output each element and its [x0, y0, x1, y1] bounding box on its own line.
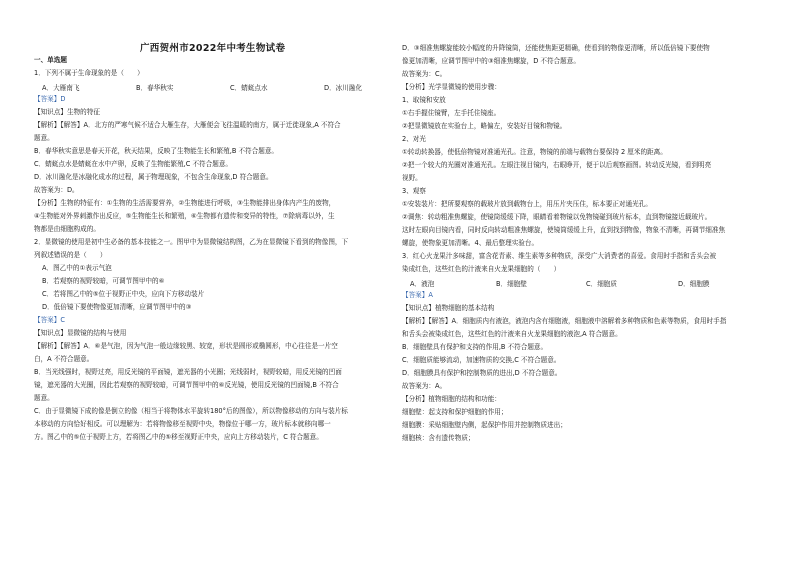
q2-option-d: D．低倍镜下要使物像更加清晰，应调节图甲中的③ — [42, 303, 192, 311]
q2-option-a: A．图乙中的①表示气泡 — [42, 264, 112, 272]
analysis-line: ②把显微镜放在实验台上，略偏左，安装好目镜和物镜。 — [402, 122, 567, 130]
analysis-line: 视野。 — [402, 174, 422, 182]
knowledge-point: 【知识点】生物的特征 — [34, 108, 100, 116]
explanation-line: B．当光线强时，视野过亮，用反光镜的平面镜，遮光器的小光圈；光线弱时，视野较暗，用反光镜的凹面 — [34, 368, 342, 376]
explanation-line: C．蜻蜓点水是蜻蜓在水中产卵，反映了生物能繁殖,C 不符合题意。 — [34, 160, 233, 168]
page-title: 广西贺州市2022年中考生物试卷 — [140, 43, 286, 54]
explanation-line: 方。图乙中的⑤位于视野上方，若将图乙中的⑤移至视野正中央，应向上方移动装片，C 符合题意。 — [34, 433, 323, 441]
explanation-line: C．细胞质能够流动，加速物质的交换,C 不符合题意。 — [402, 356, 561, 364]
answer-statement: 故答案为：C。 — [402, 70, 447, 78]
question-2: 列叙述错误的是（ ） — [34, 251, 107, 259]
question-3: 染成红色，这些红色的汁液来自火龙果细胞的（ ） — [402, 265, 561, 273]
section-heading: 一、单选题 — [34, 56, 67, 64]
q1-option-d: D．冰川融化 — [324, 84, 363, 92]
analysis-line: 1、取镜和安放 — [402, 96, 446, 104]
q3-option-d: D．细胞膜 — [678, 280, 710, 288]
analysis-line: ①转动转换器，使低倍物镜对准通光孔。注意，物镜的前端与载物台要保持 2 厘米的距离。 — [402, 148, 667, 156]
q3-option-b: B．细胞壁 — [496, 280, 527, 288]
explanation-line: 镜，遮光器的大光圈，因此若观察的视野较暗，可调节图甲中的⑥反光镜，使用反光镜的凹面镜,B 不符合 — [34, 381, 339, 389]
analysis-line: 细胞核：含有遗传物质； — [402, 434, 475, 442]
analysis-line: 2、对光 — [402, 135, 426, 143]
analysis-line: ①安装装片：把所要观察的载玻片放到载物台上，用压片夹压住，标本要正对通光孔。 — [402, 200, 652, 208]
explanation-line: 像更加清晰，应调节图甲中的③细准焦螺旋，D 不符合题意。 — [402, 57, 580, 65]
explanation-line: B．春华秋实意思是春天开花，秋天结果，反映了生物能生长和繁殖,B 不符合题意。 — [34, 147, 279, 155]
explanation-line: 【解析】【解答】A．细胞质内有液泡，液泡内含有细胞液，细胞液中溶解着多种物质和色素等物质，食用时手指 — [402, 317, 727, 325]
q1-option-a: A．大雁南飞 — [42, 84, 80, 92]
explanation-line: D．③细准焦螺旋能较小幅度的升降镜筒，还能使焦距更精确，使看到的物像更清晰，所以低倍镜下要使物 — [402, 44, 710, 52]
knowledge-point: 【知识点】植物细胞的基本结构 — [402, 304, 495, 312]
question-1: 1．下列不属于生命现象的是（ ） — [34, 69, 144, 77]
answer-label: 【答案】A — [402, 291, 433, 299]
q1-option-c: C．蜻蜓点水 — [230, 84, 268, 92]
q3-option-a: A．液泡 — [410, 280, 435, 288]
explanation-line: 和舌头会被染成红色，这些红色的汁液来自火龙果细胞的液泡,A 符合题意。 — [402, 330, 622, 338]
analysis-line: ①右手握住镜臂，左手托住镜座。 — [402, 109, 501, 117]
explanation-line: D．细胞膜具有保护和控制物质的进出,D 不符合题意。 — [402, 369, 562, 377]
answer-statement: 故答案为：A。 — [402, 382, 447, 390]
analysis-line: 【分析】生物的特征有：①生物的生活需要营养，②生物能进行呼吸，③生物能排出身体内产生的废物， — [34, 199, 336, 207]
knowledge-point: 【知识点】显微镜的结构与使用 — [34, 329, 127, 337]
analysis-line: ②把一个较大的光圈对准通光孔。左眼注视目镜内，右眼睁开，便于以后观察画图。转动反光镜，看到明亮 — [402, 161, 712, 169]
analysis-line: 【分析】光学显微镜的使用步骤： — [402, 83, 501, 91]
answer-label: 【答案】D — [34, 95, 66, 103]
q1-option-b: B．春华秋实 — [136, 84, 174, 92]
explanation-line: 题意。 — [34, 394, 54, 402]
analysis-line: 这时左眼向目镜内看，同时反向转动粗准焦螺旋，使镜筒缓缓上升，直到找到物像，物象不清晰，再调节细准焦 — [402, 226, 726, 234]
answer-label: 【答案】C — [34, 316, 65, 324]
analysis-line: 细胞壁：起支持和保护细胞的作用； — [402, 408, 508, 416]
analysis-line: ④生物能对外界刺激作出反应，⑤生物能生长和繁殖，⑥生物都有遗传和变异的特性，⑦除病毒以外，生 — [34, 212, 335, 220]
explanation-line: B．细胞壁具有保护和支持的作用,B 不符合题意。 — [402, 343, 548, 351]
q2-option-b: B．若观察的视野较暗，可调节图甲中的⑥ — [42, 277, 165, 285]
question-2: 2．显微镜的使用是初中生必备的基本技能之一。图甲中为显微镜结构图，乙为在显微镜下看到的物像图，下 — [34, 238, 349, 246]
answer-statement: 故答案为：D。 — [34, 186, 79, 194]
analysis-line: 3、观察 — [402, 187, 426, 195]
explanation-line: 白，A 不符合题意。 — [34, 355, 94, 363]
analysis-line: 物都是由细胞构成的。 — [34, 225, 100, 233]
analysis-line: ②调焦：转动粗准焦螺旋，使镜筒缓缓下降，眼睛看着物镜以免物镜碰到玻片标本，直到物镜接近载玻片。 — [402, 213, 712, 221]
explanation-line: 本移动的方向恰好相反。可以理解为：若将物像移至视野中央，物像位于哪一方，玻片标本就移向哪一 — [34, 420, 331, 428]
explanation-line: 题意。 — [34, 134, 54, 142]
q3-option-c: C．细胞质 — [586, 280, 617, 288]
explanation-line: 【解析】【解答】A．北方的严寒气候不适合大雁生存，大雁便会飞往温暖的南方，属于迁徙现象,A 不符合 — [34, 121, 341, 129]
question-3: 3．红心火龙果汁多味甜，富含花青素、维生素等多种物质，深受广大消费者的喜爱。食用时手指和舌头会被 — [402, 252, 717, 260]
analysis-line: 螺旋，使物象更加清晰。4、最后整理实验台。 — [402, 239, 539, 247]
explanation-line: D．冰川融化是冰融化成水的过程，属于物理现象，不包含生命现象,D 符合题意。 — [34, 173, 273, 181]
explanation-line: 【解析】【解答】A．⑥是气泡，因为气泡一般边缘较黑、较宽，形状是圆形或椭圆形，中心往往是一片空 — [34, 342, 338, 350]
analysis-line: 【分析】植物细胞的结构和功能： — [402, 395, 501, 403]
q2-option-c: C．若将图乙中的⑤位于视野正中央，应向下方移动装片 — [42, 290, 205, 298]
analysis-line: 细胞膜：采贴细胞壁内侧，起保护作用并控制物质进出； — [402, 421, 567, 429]
explanation-line: C．由于显微镜下成的像是倒立的像（相当于将物体水平旋转180°后的图像），所以物像移动的方向与装片标 — [34, 407, 348, 415]
